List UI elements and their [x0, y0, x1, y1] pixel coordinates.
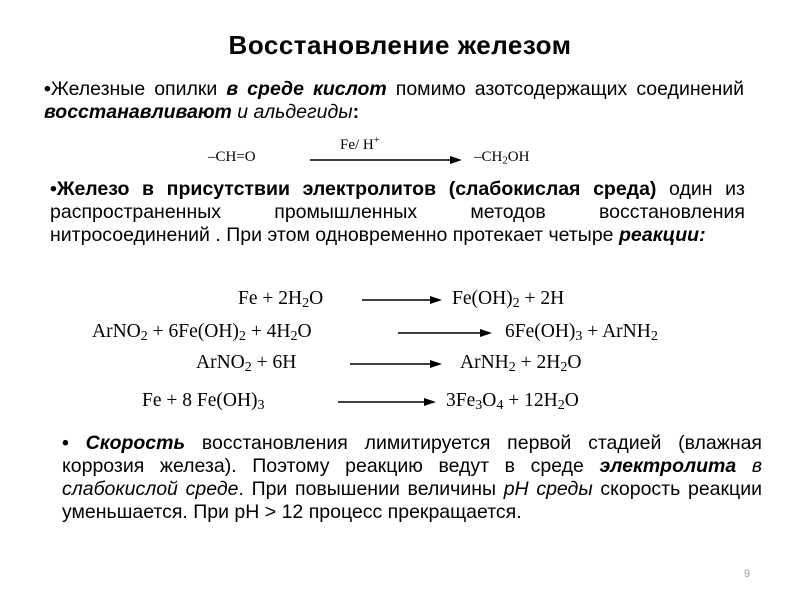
slide-title: Восстановление железом — [228, 30, 572, 60]
p1-reduce: восстанавливают — [44, 101, 232, 123]
p3-ph-medium: pH среды — [503, 478, 593, 500]
paragraph-aldehydes: •Железные опилки в среде кислот помимо азотсодержащих соединений восстанавливают и альдегиды: — [44, 78, 744, 123]
p2-iron-electrolytes: Железо в присутствии электролитов (слабокислая среда) — [56, 178, 657, 200]
equation-1-rhs: $Fe(OH)_2 + 2H$ — [452, 288, 565, 312]
paragraph-rate: • Скорость восстановления лимитируется первой стадией (влажная коррозия железа). Поэтому реакцию ведут в среде электролита в слабокислой среде. При повышении величины pH среды скорость реакции уменьшается. При pH > 12 процесс прекращается. — [62, 432, 762, 523]
p1-text-2: помимо азотсодержащих соединений — [386, 78, 744, 100]
reaction-aldehyde-right: $-CH_2OH$ — [474, 149, 530, 167]
bullet: • — [44, 78, 51, 100]
p1-aldehydes: и альдегиды — [237, 101, 353, 123]
p3-weak-acid: в слабокислой среде — [62, 455, 762, 500]
p3-rate: Скорость — [85, 432, 186, 454]
bullet: • — [50, 178, 57, 200]
reaction-aldehyde-left: –CH=O — [208, 149, 256, 165]
p2-reactions: реакции: — [618, 224, 706, 246]
equation-4-lhs: Fe + 8 $Fe(OH)_3$ — [142, 390, 265, 414]
equation-2-lhs: ArNO$_2$ + $6Fe(OH)_2 + 4H_2O$ — [92, 321, 312, 345]
p3-ph-threshold: > 12 — [264, 501, 304, 523]
equation-3-rhs: ArNH$_2$ + $2H_2O$ — [460, 352, 582, 376]
page-number: 9 — [744, 568, 751, 580]
p1-text-1: Железные опилки — [50, 78, 227, 100]
bullet: • — [62, 432, 69, 454]
p2-text: один из распространенных промышленных методов восстановления нитросоединений . При этом одновременно протекает четыре — [50, 178, 745, 246]
equation-3-lhs: ArNO$_2$ + 6H — [196, 352, 297, 376]
reaction-aldehyde-catalyst: Fe/ H+ — [340, 134, 380, 153]
p1-acid-medium: в среде кислот — [226, 78, 387, 100]
equation-2-rhs: $6Fe(OH)_3$ + ArNH$_2$ — [505, 321, 658, 345]
equation-1-lhs: $Fe + 2H_2O$ — [238, 288, 324, 312]
paragraph-electrolyte-method — [50, 178, 745, 247]
p3-electrolyte: электролита — [599, 455, 737, 477]
equation-4-rhs: $3Fe_3O_4 + 12H_2O$ — [446, 390, 579, 414]
